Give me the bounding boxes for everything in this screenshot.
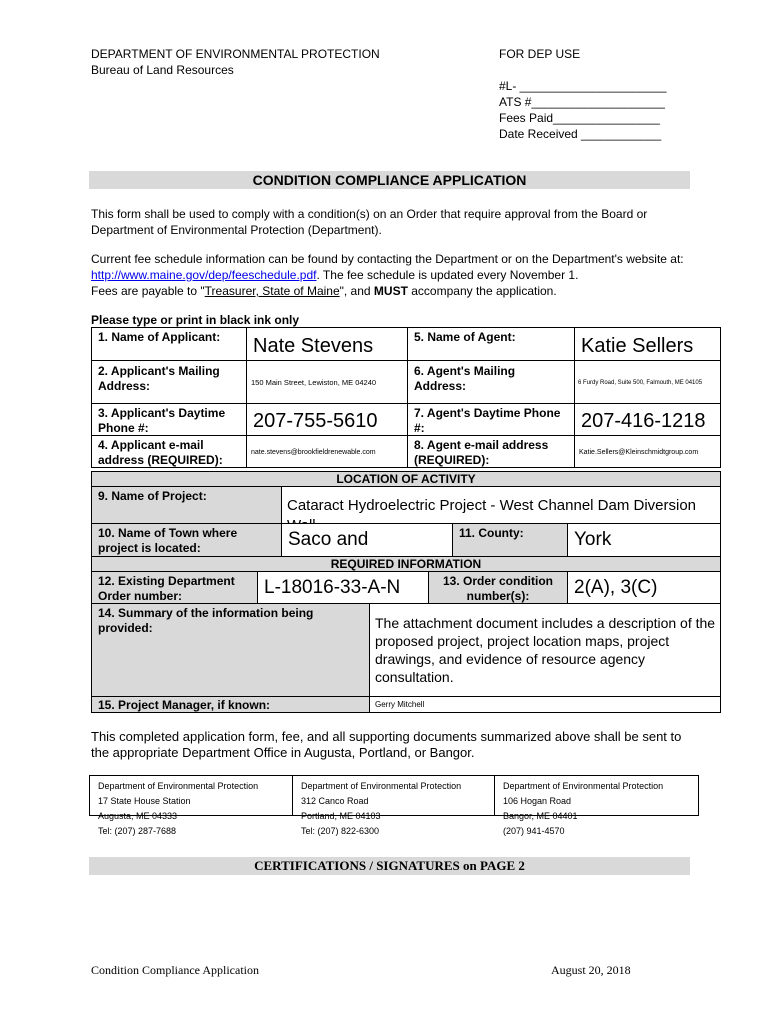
office-line: 106 Hogan Road [503, 796, 572, 806]
county-label: 11. County: [452, 523, 568, 557]
applicant-address-field[interactable]: 150 Main Street, Lewiston, ME 04240 [246, 360, 408, 404]
office-line: Department of Environmental Protection [503, 781, 664, 791]
order-number-label: 12. Existing Department Order number: [91, 571, 258, 604]
order-number-field[interactable]: L-18016-33-A-N [257, 571, 429, 604]
project-name-label: 9. Name of Project: [91, 486, 282, 524]
certifications-heading: CERTIFICATIONS / SIGNATURES on PAGE 2 [89, 857, 690, 875]
office-line: Augusta, ME 04333 [98, 811, 178, 821]
dep-use-fees-line: Fees Paid________________ [499, 111, 660, 125]
fee-text-4: ", and [339, 284, 374, 298]
fee-text-5: accompany the application. [407, 284, 557, 298]
applicant-email-field[interactable]: nate.stevens@brookfieldrenewable.com [246, 435, 408, 468]
fee-paragraph [91, 251, 691, 299]
office-line: (207) 941-4570 [503, 826, 565, 836]
condition-number-field[interactable]: 2(A), 3(C) [567, 571, 721, 604]
project-manager-field[interactable]: Gerry Mitchell [369, 696, 721, 713]
office-line: 17 State House Station [98, 796, 191, 806]
ink-instruction: Please type or print in black ink only [91, 313, 300, 327]
fee-text-3: Fees are payable to " [91, 284, 205, 298]
condition-number-label: 13. Order condition number(s): [428, 571, 568, 604]
dep-use-date-line: Date Received ____________ [499, 127, 662, 141]
office-line: Department of Environmental Protection [98, 781, 259, 791]
agent-address-field[interactable]: 6 Furdy Road, Suite 500, Falmouth, ME 04105 [574, 360, 721, 404]
agent-phone-label: 7. Agent's Daytime Phone #: [407, 403, 575, 436]
office-line: Portland, ME 04103 [301, 811, 381, 821]
dep-use-license-line: #L- ______________________ [499, 79, 667, 93]
fee-text: Current fee schedule information can be found by contacting the Department or on the Department's website at: [91, 252, 684, 266]
county-field[interactable]: York [567, 523, 721, 557]
applicant-address-label: 2. Applicant's Mailing Address: [91, 360, 247, 404]
payable-to: Treasurer, State of Maine [204, 284, 340, 298]
intro-paragraph: This form shall be used to comply with a condition(s) on an Order that require approval from the Board or Department of Environmental Protection (Department). [91, 207, 648, 237]
applicant-name-label: 1. Name of Applicant: [91, 327, 247, 361]
agent-phone-field[interactable]: 207-416-1218 [574, 403, 721, 436]
application-form [91, 327, 721, 713]
location-section-heading: LOCATION OF ACTIVITY [91, 471, 721, 487]
fee-schedule-link[interactable]: http://www.maine.gov/dep/feeschedule.pdf [91, 268, 317, 282]
office-line: 312 Canco Road [301, 796, 369, 806]
project-manager-label: 15. Project Manager, if known: [91, 696, 370, 713]
bureau-name: Bureau of Land Resources [91, 63, 234, 77]
office-line: Tel: (207) 822-6300 [301, 826, 380, 836]
summary-field[interactable]: The attachment document includes a description of the proposed project, project location maps, project drawings, and evidence of resource agency consultation. [369, 603, 721, 697]
office-line: Tel: (207) 287-7688 [98, 826, 177, 836]
agent-address-label: 6. Agent's Mailing Address: [407, 360, 575, 404]
bangor-office [495, 776, 698, 836]
summary-label: 14. Summary of the information being provided: [91, 603, 370, 697]
applicant-email-label: 4. Applicant e-mail address (REQUIRED): [91, 435, 247, 468]
fee-text-2: . The fee schedule is updated every November 1. [316, 268, 579, 282]
submission-instructions: This completed application form, fee, and all supporting documents summarized above shall be sent to the appropriate Department Office in Augusta, Portland, or Bangor. [91, 729, 682, 760]
applicant-phone-field[interactable]: 207-755-5610 [246, 403, 408, 436]
project-name-field[interactable]: Cataract Hydroelectric Project - West Channel Dam Diversion [281, 486, 721, 524]
form-title: CONDITION COMPLIANCE APPLICATION [89, 171, 690, 189]
dep-use-box [499, 46, 667, 142]
required-section-heading: REQUIRED INFORMATION [91, 556, 721, 572]
dep-use-ats-line: ATS #____________________ [499, 95, 665, 109]
agent-name-label: 5. Name of Agent: [407, 327, 575, 361]
footer-form-name: Condition Compliance Application [91, 963, 259, 977]
must-text: MUST [373, 284, 408, 298]
town-label: 10. Name of Town where project is located: [91, 523, 282, 557]
office-addresses [89, 775, 699, 836]
footer-date: August 20, 2018 [551, 963, 631, 977]
agent-name-field[interactable]: Katie Sellers [574, 327, 721, 361]
portland-office [293, 776, 495, 836]
dep-use-title: FOR DEP USE [499, 47, 581, 61]
office-line: Department of Environmental Protection [301, 781, 462, 791]
applicant-name-field[interactable]: Nate Stevens [246, 327, 408, 361]
agent-email-label: 8. Agent e-mail address (REQUIRED): [407, 435, 575, 468]
agent-email-field[interactable]: Katie.Sellers@Kleinschmidtgroup.com [574, 435, 721, 468]
department-name: DEPARTMENT OF ENVIRONMENTAL PROTECTION [91, 47, 380, 61]
town-field[interactable]: Saco and [281, 523, 453, 557]
office-line: Bangor, ME 04401 [503, 811, 578, 821]
department-heading [91, 46, 380, 78]
augusta-office [90, 776, 293, 836]
applicant-phone-label: 3. Applicant's Daytime Phone #: [91, 403, 247, 436]
